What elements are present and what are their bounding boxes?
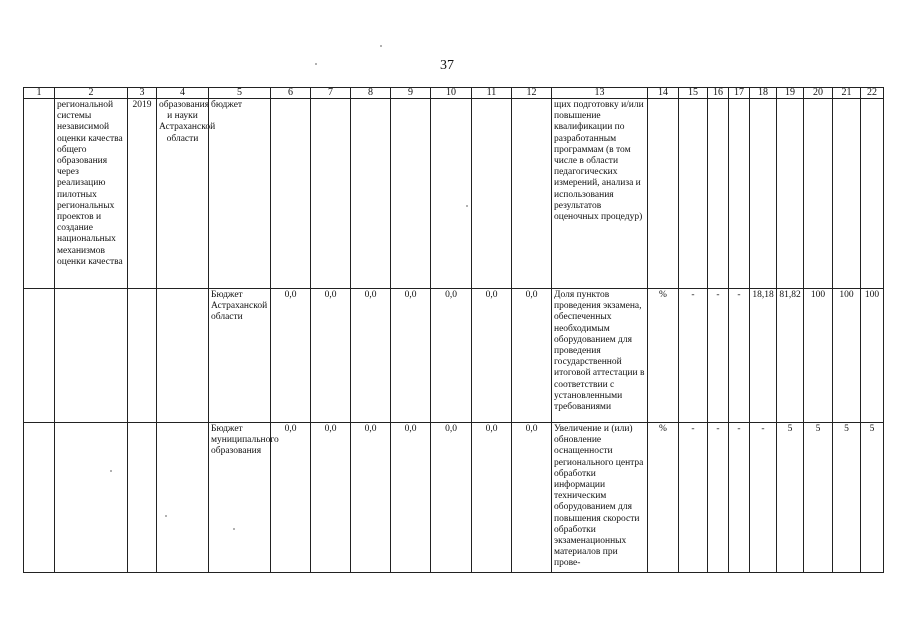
header-cell: 20 <box>804 88 833 99</box>
indicator-cell: Доля пунктов проведения экзамена, обеспеченных необходимым оборудованием для проведения государственной итоговой аттестации в соответствии с установленными требованиями <box>552 289 648 423</box>
indicator-cell: щих подготовку и/или повышение квалификации по разработанным программам (в том числе в области педагогических измерений, анализа и использования результатов оценочных процедур) <box>552 99 648 289</box>
header-cell: 18 <box>750 88 777 99</box>
value-cell-18: - <box>750 423 777 573</box>
executor-cell <box>157 289 209 423</box>
scan-speck <box>380 45 382 47</box>
value-cell-22 <box>861 99 884 289</box>
row-cell-1 <box>24 289 55 423</box>
value-cell-17: - <box>729 423 750 573</box>
header-cell: 11 <box>472 88 512 99</box>
value-cell-9: 0,0 <box>391 423 431 573</box>
value-cell-7: 0,0 <box>311 423 351 573</box>
value-cell-12: 0,0 <box>512 423 552 573</box>
value-cell-15: - <box>679 423 708 573</box>
value-cell-8: 0,0 <box>351 423 391 573</box>
value-cell-19 <box>777 99 804 289</box>
year-cell <box>128 289 157 423</box>
value-cell-15: - <box>679 289 708 423</box>
header-cell: 16 <box>708 88 729 99</box>
value-cell-18: 18,18 <box>750 289 777 423</box>
value-cell-11: 0,0 <box>472 289 512 423</box>
header-cell: 13 <box>552 88 648 99</box>
header-cell: 12 <box>512 88 552 99</box>
value-cell-11 <box>472 99 512 289</box>
header-cell: 8 <box>351 88 391 99</box>
scan-speck <box>165 515 167 517</box>
value-cell-16 <box>708 99 729 289</box>
value-cell-6: 0,0 <box>271 423 311 573</box>
header-cell: 21 <box>833 88 861 99</box>
funding-source-cell: бюджет <box>209 99 271 289</box>
header-cell: 22 <box>861 88 884 99</box>
indicator-cell: Увеличение и (или) обновление оснащенности регионального центра обработки информации техническим оборудованием для повышения скорости обработки экзаменационных материалов при прове- <box>552 423 648 573</box>
value-cell-11: 0,0 <box>472 423 512 573</box>
year-cell: 2019 <box>128 99 157 289</box>
value-cell-9: 0,0 <box>391 289 431 423</box>
header-cell: 7 <box>311 88 351 99</box>
event-name-cell <box>55 289 128 423</box>
row-cell-1 <box>24 423 55 573</box>
value-cell-6: 0,0 <box>271 289 311 423</box>
value-cell-12 <box>512 99 552 289</box>
header-cell: 17 <box>729 88 750 99</box>
value-cell-10: 0,0 <box>431 289 472 423</box>
value-cell-10: 0,0 <box>431 423 472 573</box>
funding-source-cell: Бюджет Астраханской области <box>209 289 271 423</box>
header-cell: 9 <box>391 88 431 99</box>
value-cell-18 <box>750 99 777 289</box>
value-cell-7 <box>311 99 351 289</box>
scan-speck <box>233 528 235 530</box>
scan-speck <box>466 205 468 207</box>
executor-cell <box>157 423 209 573</box>
executor-cell: образования и науки Астраханской области <box>157 99 209 289</box>
value-cell-16: - <box>708 423 729 573</box>
header-cell: 3 <box>128 88 157 99</box>
value-cell-20: 5 <box>804 423 833 573</box>
unit-cell: % <box>648 289 679 423</box>
value-cell-21: 100 <box>833 289 861 423</box>
page-number: 37 <box>440 58 454 73</box>
value-cell-16: - <box>708 289 729 423</box>
value-cell-17: - <box>729 289 750 423</box>
header-cell: 19 <box>777 88 804 99</box>
value-cell-10 <box>431 99 472 289</box>
funding-source-cell: Бюджет муниципального образования <box>209 423 271 573</box>
header-cell: 15 <box>679 88 708 99</box>
table-row <box>24 289 884 423</box>
value-cell-6 <box>271 99 311 289</box>
header-cell: 2 <box>55 88 128 99</box>
header-cell: 6 <box>271 88 311 99</box>
unit-cell <box>648 99 679 289</box>
value-cell-9 <box>391 99 431 289</box>
header-cell: 1 <box>24 88 55 99</box>
table-row <box>24 423 884 573</box>
value-cell-21 <box>833 99 861 289</box>
table-row <box>24 99 884 289</box>
value-cell-20: 100 <box>804 289 833 423</box>
unit-cell: % <box>648 423 679 573</box>
header-cell: 10 <box>431 88 472 99</box>
value-cell-12: 0,0 <box>512 289 552 423</box>
scan-speck <box>315 63 317 65</box>
row-cell-1 <box>24 99 55 289</box>
event-name-cell <box>55 423 128 573</box>
event-name-cell: региональной системы независимой оценки качества общего образования через реализацию пилотных региональных проектов и создание национальных механизмов оценки качества <box>55 99 128 289</box>
scan-speck <box>110 470 112 472</box>
value-cell-21: 5 <box>833 423 861 573</box>
value-cell-15 <box>679 99 708 289</box>
value-cell-8 <box>351 99 391 289</box>
header-cell: 14 <box>648 88 679 99</box>
value-cell-19: 81,82 <box>777 289 804 423</box>
value-cell-22: 100 <box>861 289 884 423</box>
value-cell-20 <box>804 99 833 289</box>
value-cell-8: 0,0 <box>351 289 391 423</box>
header-cell: 5 <box>209 88 271 99</box>
data-table <box>23 87 884 573</box>
year-cell <box>128 423 157 573</box>
header-cell: 4 <box>157 88 209 99</box>
value-cell-22: 5 <box>861 423 884 573</box>
value-cell-19: 5 <box>777 423 804 573</box>
value-cell-17 <box>729 99 750 289</box>
header-row <box>24 88 884 99</box>
value-cell-7: 0,0 <box>311 289 351 423</box>
